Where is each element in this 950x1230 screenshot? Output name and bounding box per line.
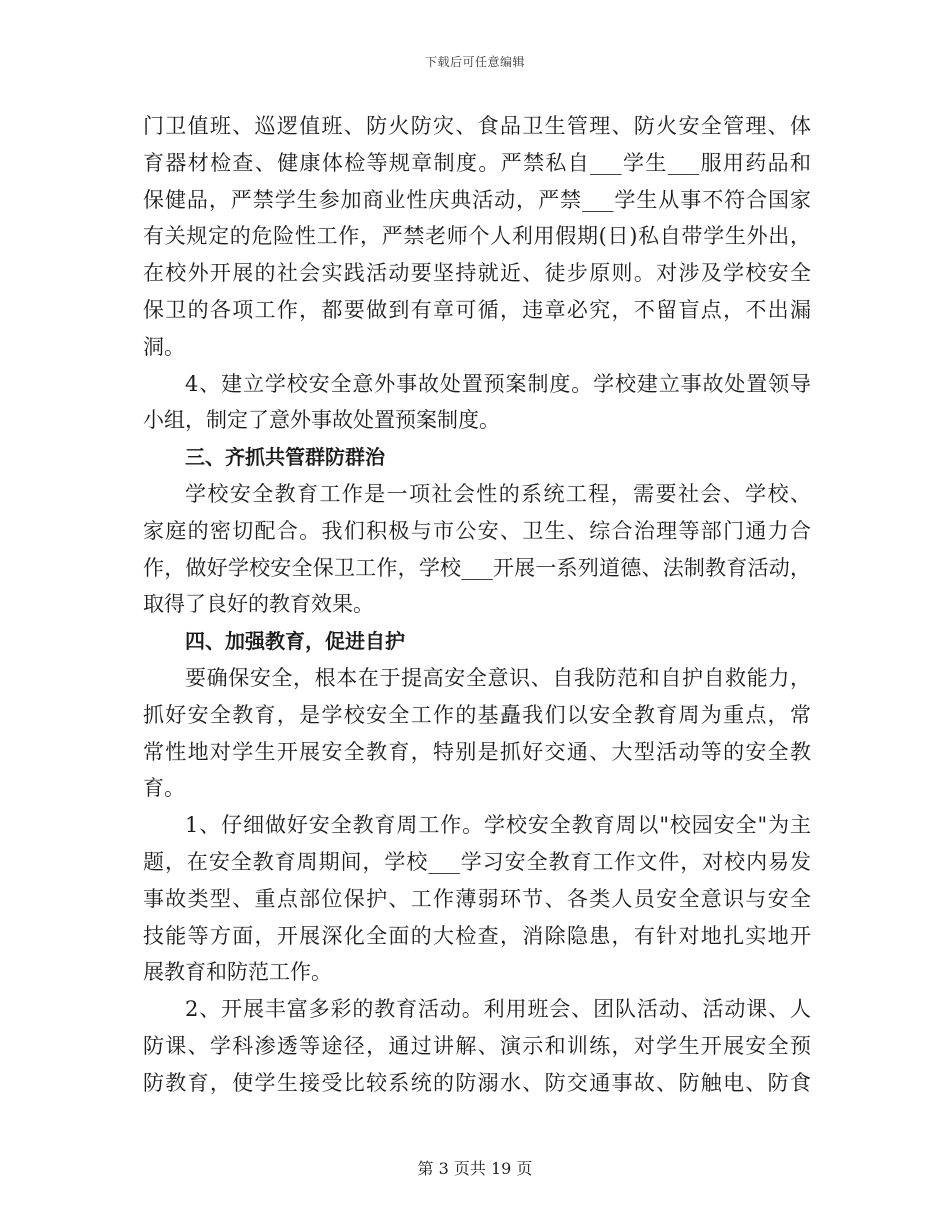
body-line: 作，做好学校安全保卫工作，学校___开展一系列道德、法制教育活动， [143, 555, 811, 580]
section-heading: 三、齐抓共管群防群治 [185, 445, 385, 470]
body-line: 洞。 [143, 334, 185, 359]
body-line: 保健品，严禁学生参加商业性庆典活动，严禁___学生从事不符合国家 [143, 187, 811, 212]
body-line: 防课、学科渗透等途径，通过讲解、演示和训练，对学生开展安全预 [143, 1033, 811, 1058]
body-line: 展教育和防范工作。 [143, 960, 332, 985]
body-line: 常性地对学生开展安全教育，特别是抓好交通、大型活动等的安全教 [143, 739, 811, 764]
body-line: 要确保安全，根本在于提高安全意识、自我防范和自护自救能力， [185, 665, 811, 690]
body-line: 抓好安全教育，是学校安全工作的基矗我们以安全教育周为重点，常 [143, 702, 811, 727]
document-body [143, 108, 811, 1102]
body-line: 2、开展丰富多彩的教育活动。利用班会、团队活动、活动课、人 [185, 997, 811, 1022]
section-heading: 四、加强教育，促进自护 [185, 629, 405, 654]
body-line: 门卫值班、巡逻值班、防火防灾、食品卫生管理、防火安全管理、体 [143, 114, 811, 138]
body-line: 防教育，使学生接受比较系统的防溺水、防交通事故、防触电、防食 [143, 1070, 811, 1095]
body-line: 保卫的各项工作，都要做到有章可循，违章必究，不留盲点，不出漏 [143, 297, 811, 322]
body-line: 取得了良好的教育效果。 [143, 592, 374, 617]
body-line: 有关规定的危险性工作，严禁老师个人利用假期(日)私自带学生外出， [143, 224, 811, 249]
page-number: 第 3 页共 19 页 [417, 1159, 533, 1178]
body-line: 在校外开展的社会实践活动要坚持就近、徒步原则。对涉及学校安全 [143, 261, 811, 286]
body-line: 小组，制定了意外事故处置预案制度。 [143, 408, 500, 433]
body-line: 技能等方面，开展深化全面的大检查，消除隐患，有针对地扎实地开 [143, 923, 811, 948]
body-line: 家庭的密切配合。我们积极与市公安、卫生、综合治理等部门通力合 [143, 518, 811, 543]
body-line: 题，在安全教育周期间，学校___学习安全教育工作文件，对校内易发 [143, 849, 811, 874]
body-line: 育器材检查、健康体检等规章制度。严禁私自___学生___服用药品和 [143, 150, 811, 175]
body-line: 学校安全教育工作是一项社会性的系统工程，需要社会、学校、 [185, 481, 811, 506]
body-line: 事故类型、重点部位保护、工作薄弱环节、各类人员安全意识与安全 [143, 886, 811, 911]
body-line: 4、建立学校安全意外事故处置预案制度。学校建立事故处置领导 [185, 371, 811, 396]
download-note: 下载后可任意编辑 [424, 55, 525, 69]
body-line: 1、仔细做好安全教育周工作。学校安全教育周以"校园安全"为主 [185, 813, 811, 838]
body-line: 育。 [143, 776, 185, 801]
